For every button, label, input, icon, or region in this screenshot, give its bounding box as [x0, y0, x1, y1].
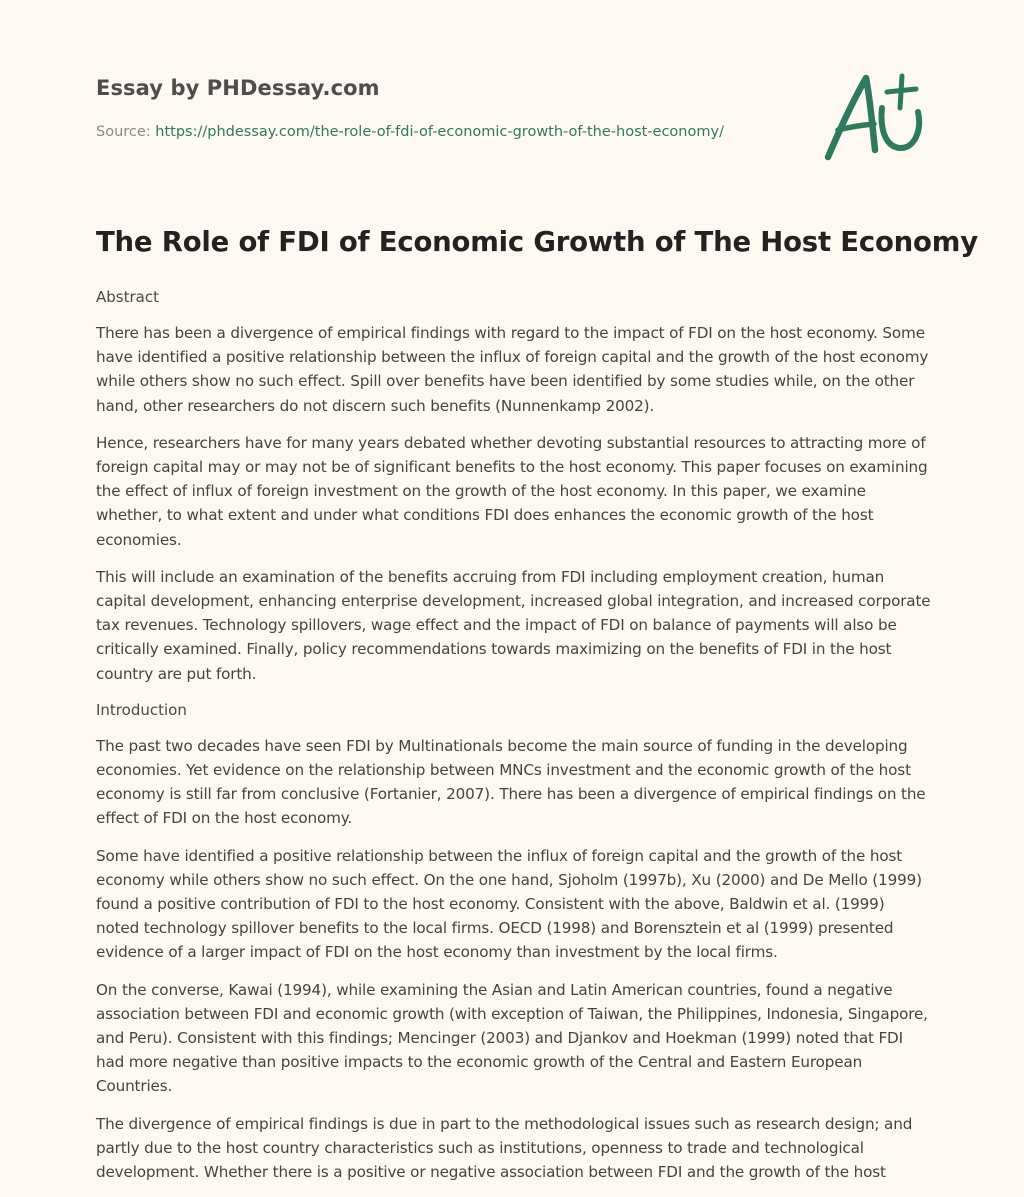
source-line [96, 124, 724, 140]
abstract-heading: Abstract [96, 288, 159, 306]
introduction-paragraph: On the converse, Kawai (1994), while examining the Asian and Latin American countries, found a negative association between FDI and economic growth (with exception of Taiwan, the Philippines, Indonesia, Singapore, and Peru). Consistent with this findings; Mencinger (2003) and Djankov and Hoekman (1999) noted that FDI had more negative than positive impacts to the economic growth of the Central and Eastern European Countries. [96, 980, 928, 1096]
a-plus-logo-icon [820, 64, 930, 164]
introduction-heading: Introduction [96, 700, 187, 719]
source-label: Source: [96, 124, 151, 140]
abstract-paragraph: There has been a divergence of empirical findings with regard to the impact of FDI on the host economy. Some have identified a positive relationship between the influx of foreign capital and the growth of the host economy while others show no such effect. Spill over benefits have been identified by some studies while, on the other hand, other researchers do not discern such benefits (Nunnenkamp 2002). [96, 324, 929, 415]
introduction-paragraph: The past two decades have seen FDI by Multinationals become the main source of funding in the developing economies. Yet evidence on the relationship between MNCs investment and the economic growth of the host economy is still far from conclusive (Fortanier, 2007). There has been a divergence of empirical findings on the effect of FDI on the host economy. [96, 736, 926, 828]
essay-body [96, 286, 932, 1197]
essay-title: The Role of FDI of Economic Growth of The Host Economy [96, 226, 978, 258]
source-link[interactable]: https://phdessay.com/the-role-of-fdi-of-economic-growth-of-the-host-economy/ [155, 124, 724, 140]
introduction-paragraph: The divergence of empirical findings is due in part to the methodological issues such as research design; and partly due to the host country characteristics such as institutions, openness to trade and technological development. Whether there is a positive or negative association between FDI and the growth of the host [96, 1114, 913, 1182]
introduction-paragraph: Some have identified a positive relationship between the influx of foreign capital and the growth of the host economy while others show no such effect. On the one hand, Sjoholm (1997b), Xu (2000) and De Mello (1999) found a positive contribution of FDI to the host economy. Consistent with the above, Baldwin et al. (1999) noted technology spillover benefits to the local firms. OECD (1998) and Borensztein et al (1999) presented evidence of a larger impact of FDI on the host economy than investment by the local firms. [96, 846, 922, 962]
abstract-paragraph: Hence, researchers have for many years debated whether devoting substantial resources to attracting more of foreign capital may or may not be of significant benefits to the host economy. This paper focuses on examining the effect of influx of foreign investment on the growth of the host economy. In this paper, we examine whether, to what extent and under what conditions FDI does enhances the economic growth of the host economies. [96, 433, 928, 549]
abstract-paragraph: This will include an examination of the benefits accruing from FDI including employment creation, human capital development, enhancing enterprise development, increased global integration, and increased corporate tax revenues. Technology spillovers, wage effect and the impact of FDI on balance of payments will also be critically examined. Finally, policy recommendations towards maximizing on the benefits of FDI in the host country are put forth. [96, 567, 931, 683]
essay-header [96, 0, 928, 175]
brand-title: Essay by PHDessay.com [96, 76, 380, 100]
